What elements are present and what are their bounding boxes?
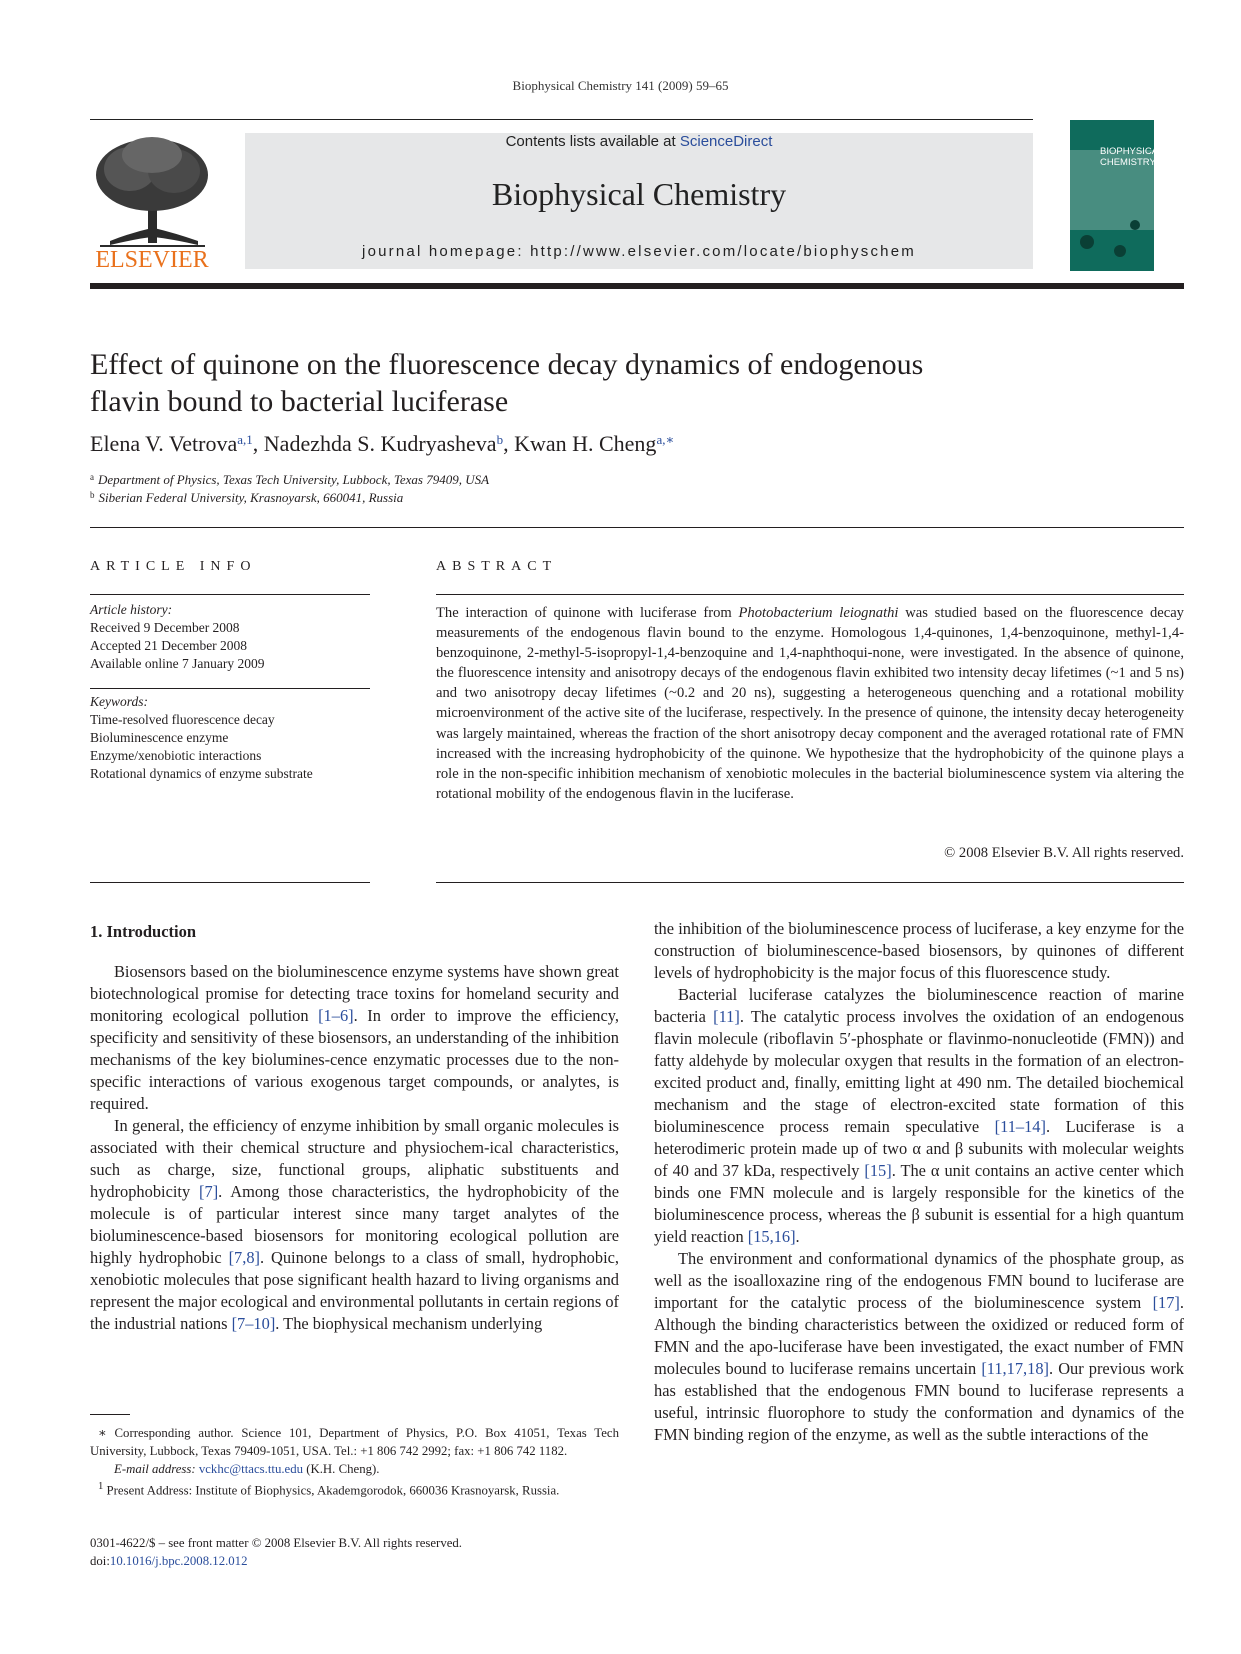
- keywords-label: Keywords:: [90, 694, 148, 709]
- author-name: Elena V. Vetrova: [90, 431, 238, 456]
- footnote-text: Corresponding author. Science 101, Department of Physics, P.O. Box 41051, Texas Tech University, Lubbock, Texas 79409-1051, USA. Tel.: +1 806 742 2992; fax: +1 806 742 1182.: [90, 1426, 619, 1458]
- journal-cover-thumbnail[interactable]: [1070, 120, 1164, 271]
- text-run: . The biophysical mechanism underlying: [275, 1314, 543, 1333]
- species-name: Photobacterium leiognathi: [738, 605, 899, 621]
- paragraph: [654, 918, 1184, 984]
- footnote-mark: 1: [98, 1481, 104, 1492]
- contents-line: [245, 133, 1033, 150]
- history-accepted: Accepted 21 December 2008: [90, 638, 248, 653]
- abstract-rule: [436, 882, 1184, 883]
- citation-link[interactable]: [11–14]: [994, 1117, 1046, 1136]
- elsevier-logo[interactable]: [90, 133, 215, 273]
- paragraph: [90, 1115, 619, 1335]
- history-online: Available online 7 January 2009: [90, 656, 265, 671]
- article-info-rule: [90, 594, 370, 595]
- citation-link[interactable]: [7,8]: [228, 1248, 260, 1267]
- history-label: Article history:: [90, 602, 173, 617]
- text-run: Bacterial luciferase catalyzes the bioluminescence reaction of marine bacteria: [654, 985, 1184, 1026]
- email-label: E-mail address:: [114, 1462, 196, 1476]
- cover-circle: [1114, 245, 1126, 257]
- journal-title: Biophysical Chemistry: [491, 176, 787, 212]
- abstract-copyright: © 2008 Elsevier B.V. All rights reserved.: [944, 845, 1184, 861]
- running-head: Biophysical Chemistry 141 (2009) 59–65: [512, 78, 729, 93]
- article-info-heading: ARTICLE INFO: [90, 559, 257, 574]
- affiliation-mark: a: [90, 472, 94, 482]
- citation-link[interactable]: [7]: [199, 1182, 219, 1201]
- doi-label: doi:: [90, 1554, 110, 1568]
- citation-link[interactable]: [7–10]: [231, 1314, 276, 1333]
- footnote-email: [90, 1460, 619, 1478]
- header-thick-rule: [90, 283, 1184, 289]
- author-affiliation-mark[interactable]: a,1: [237, 432, 253, 447]
- article-info-rule: [90, 688, 370, 689]
- affiliation: [90, 472, 489, 488]
- cover-title: BIOPHYSICAL CHEMISTRY: [1100, 146, 1164, 168]
- footnote-present-address: [90, 1478, 619, 1499]
- abstract-rule: [436, 594, 1184, 595]
- email-owner: (K.H. Cheng).: [306, 1462, 380, 1476]
- contents-prefix: Contents lists available at: [505, 133, 680, 150]
- section-rule: [90, 527, 1184, 528]
- article-title-line: Effect of quinone on the fluorescence decay dynamics of endogenous: [90, 348, 924, 381]
- citation-link[interactable]: [15]: [864, 1161, 892, 1180]
- citation-link[interactable]: [17]: [1152, 1293, 1180, 1312]
- text-run: . Although the binding characteristics between the oxidized or reduced form of FMN and the apo-luciferase have been investigated, the exact number of FMN molecules bound to luciferase remains uncertain: [654, 1293, 1184, 1378]
- right-column: [654, 918, 1184, 1446]
- author-name: Nadezhda S. Kudryasheva: [263, 431, 497, 456]
- footnote-rule: [90, 1414, 130, 1415]
- elsevier-tree-icon: [90, 133, 215, 273]
- author-name: Kwan H. Cheng: [514, 431, 657, 456]
- affiliation-text: Siberian Federal University, Krasnoyarsk, 660041, Russia: [98, 490, 404, 505]
- article-info-rule: [90, 882, 370, 883]
- article-title-line: flavin bound to bacterial luciferase: [90, 385, 509, 418]
- citation-link[interactable]: [1–6]: [318, 1006, 354, 1025]
- issn-line: 0301-4622/$ – see front matter © 2008 Elsevier B.V. All rights reserved.: [90, 1536, 462, 1550]
- affiliation: [90, 490, 403, 506]
- text-run: The environment and conformational dynamics of the phosphate group, as well as the isoalloxazine ring of the endogenous FMN bound to luciferase are important for the catalytic process of the bioluminescence system: [654, 1249, 1184, 1312]
- text-run: In general, the efficiency of enzyme inhibition by small organic molecules is associated with their chemical structure and physiochem-ical characteristics, such as charge, size, functional groups, aliphatic substituents and hydrophobicity: [90, 1116, 619, 1201]
- keywords: [90, 693, 370, 783]
- author-list: Elena V. Vetrova$^{a,1}$, Nadezhda S. Kudryasheva$^b$, Kwan H. Cheng$^{a,∗}$: [90, 431, 675, 456]
- keyword-item[interactable]: Enzyme/xenobiotic interactions: [90, 748, 262, 763]
- elsevier-wordmark: [95, 247, 208, 273]
- affiliation-mark: b: [90, 490, 95, 500]
- abstract-segment: The interaction of quinone with luciferase from: [436, 605, 739, 621]
- cover-circle: [1080, 235, 1094, 249]
- citation-link[interactable]: [11]: [713, 1007, 740, 1026]
- abstract-text: [436, 603, 1184, 804]
- svg-text:ELSEVIER: ELSEVIER: [95, 247, 209, 273]
- section-heading-introduction: 1. Introduction: [90, 922, 197, 941]
- author-affiliation-mark[interactable]: a,∗: [656, 432, 675, 447]
- citation-link[interactable]: [15,16]: [747, 1227, 796, 1246]
- footnotes: [90, 1424, 619, 1499]
- journal-homepage[interactable]: journal homepage: http://www.elsevier.com/locate/biophyschem: [362, 243, 916, 260]
- keyword-item[interactable]: Rotational dynamics of enzyme substrate: [90, 766, 313, 781]
- keyword-item[interactable]: Time-resolved fluorescence decay: [90, 712, 275, 727]
- text-run: . In order to improve the efficiency, specificity and sensitivity of these biosensors, an understanding of the inhibition mechanisms of the key biolumines-cence enzymatic processes due to the non-specific interactions of various exogenous target compounds, or analytes, is required.: [90, 1006, 619, 1113]
- text-run: .: [795, 1227, 800, 1246]
- article-history: [90, 601, 370, 673]
- keyword-item[interactable]: Bioluminescence enzyme: [90, 730, 229, 745]
- text-run: . Quinone belongs to a class of small, hydrophobic, xenobiotic molecules that pose significant health hazard to living organisms and represent the major ecological and environmental pollutants in certain regions of the industrial nations: [90, 1248, 619, 1333]
- citation-link[interactable]: [11,17,18]: [981, 1359, 1049, 1378]
- email-link[interactable]: vckhc@ttacs.ttu.edu: [198, 1462, 304, 1476]
- abstract-heading: ABSTRACT: [436, 559, 558, 574]
- doi-link[interactable]: 10.1016/j.bpc.2008.12.012: [109, 1554, 248, 1568]
- sciencedirect-link[interactable]: ScienceDirect: [679, 133, 773, 150]
- paragraph: [654, 984, 1184, 1248]
- text-run: . The α unit contains an active center which binds one FMN molecule and is largely responsible for the kinetics of the bioluminescence process, whereas the β subunit is essential for a high quantum yield reaction: [654, 1161, 1184, 1246]
- article-title: [90, 346, 1050, 420]
- paragraph: [90, 961, 619, 1115]
- issn-footer: [90, 1534, 462, 1570]
- text-run: . Our previous work has established that the endogenous FMN bound to luciferase represents a useful, intrinsic fluorophore to study the conformation and dynamics of the FMN binding region of the enzyme, as well as the subtle interactions of the: [654, 1359, 1185, 1444]
- header-rule: [90, 119, 1033, 120]
- left-column: [90, 961, 619, 1335]
- text-run: . Luciferase is a heterodimeric protein made up of two α and β subunits with molecular weights of 40 and 37 kDa, respectively: [654, 1117, 1184, 1180]
- text-run: . The catalytic process involves the oxidation of an endogenous flavin molecule (riboflavin 5′-phosphate or flavinmo-nonucleotide (FMN)) and fatty aldehyde by molecular oxygen that results in the formation of an electron-excited product and, finally, emitting light at 490 nm. The detailed biochemical mechanism and the stage of electron-excited state formation of this bioluminescence process remain speculative: [654, 1007, 1184, 1136]
- text-run: the inhibition of the bioluminescence process of luciferase, a key enzyme for the construction of bioluminescence-based biosensors, by quinones of different levels of hydrophobicity is the major focus of this fluorescence study.: [654, 919, 1184, 982]
- cover-circle: [1130, 220, 1140, 230]
- footnote-text: Present Address: Institute of Biophysics, Akademgorodok, 660036 Krasnoyarsk, Russia.: [106, 1483, 560, 1498]
- author-affiliation-mark[interactable]: b: [496, 432, 504, 447]
- footnote-mark: ∗: [98, 1426, 107, 1440]
- affiliation-text: Department of Physics, Texas Tech University, Lubbock, Texas 79409, USA: [98, 472, 490, 487]
- text-run: Biosensors based on the bioluminescence enzyme systems have shown great biotechnological promise for detecting trace toxins for homeland security and monitoring ecological pollution: [90, 962, 619, 1025]
- text-run: . Among those characteristics, the hydrophobicity of the molecule is of particular interest since many target analytes of the bioluminescence-based biosensors for monitoring ecological pollution are highly hydrophobic: [90, 1182, 619, 1267]
- paragraph: [654, 1248, 1184, 1446]
- abstract-segment: was studied based on the fluorescence decay measurements of the endogenous flavin bound to the enzyme. Homologous 1,4-quinones, 1,4-benzoquinone, methyl-1,4-benzoquinone, 2-methyl-5-isopropyl-1,4-benzoquine and 1,4-naphthoqui-none, were investigated. In the absence of quinone, the fluorescence intensity and anisotropy decays of the endogenous flavin exhibited two intensity decay lifetimes (~1 and 5 ns) and two anisotropy decay lifetimes (~0.2 and 20 ns), suggesting a heterogeneous quenching and a rotational mobility microenvironment of the active site of the luciferase, respectively. In the presence of quinone, the intensity decay heterogeneity was largely maintained, whereas the fraction of the short anisotropy decay component and the averaged rotational rate of FMN increased with the increasing hydrophobicity of the quinone. We hypothesize that the hydrophobicity of the quinone plays a role in the non-specific inhibition mechanism of xenobiotic molecules in the bacterial bioluminescence system via altering the rotational mobility of the endogenous flavin in the luciferase.: [436, 605, 1184, 802]
- footnote-corresponding: [90, 1424, 619, 1460]
- doi-line: [90, 1552, 462, 1570]
- history-received: Received 9 December 2008: [90, 620, 240, 635]
